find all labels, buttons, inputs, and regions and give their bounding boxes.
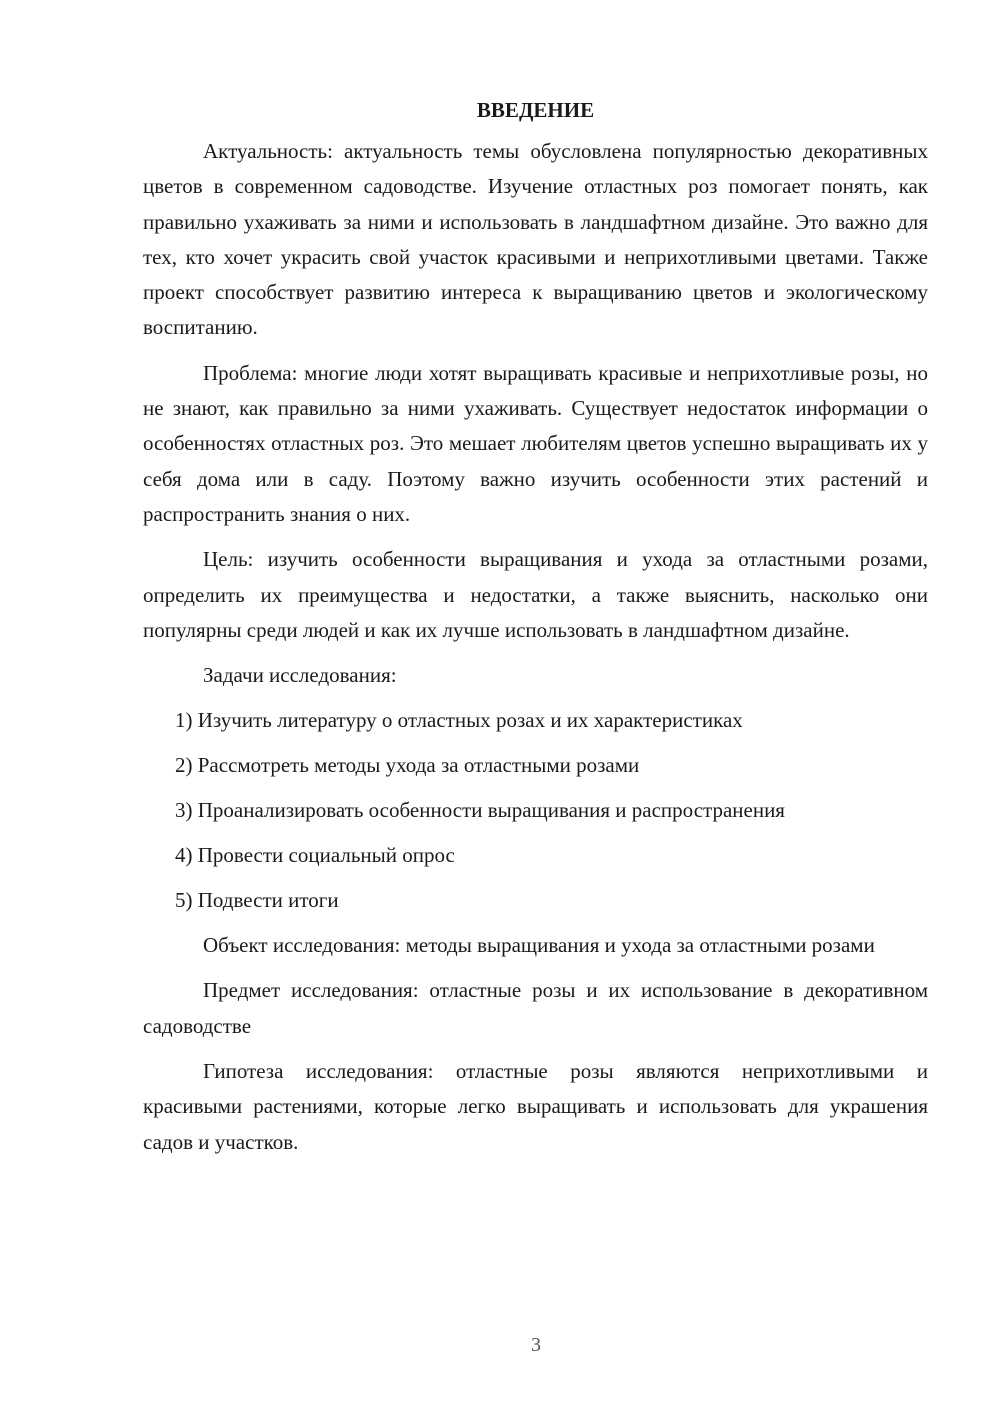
page-number: 3 (531, 1334, 541, 1356)
task-item: 3) Проанализировать особенности выращивания и распространения (175, 798, 785, 823)
subject-paragraph: Предмет исследования: отластные розы и их использование в декоративном садоводстве (143, 978, 928, 1038)
tasks-heading: Задачи исследования: (203, 663, 397, 688)
goal-paragraph: Цель: изучить особенности выращивания и ухода за отластными розами, определить их преимущества и недостатки, а также выяснить, насколько они популярны среди людей и как их лучше использовать в ландшафтном дизайне. (143, 547, 928, 642)
page-title: ВВЕДЕНИЕ (476, 98, 595, 122)
hypothesis-paragraph: Гипотеза исследования: отластные розы являются неприхотливыми и красивыми растениями, которые легко выращивать и использовать для украшения садов и участков. (143, 1059, 928, 1154)
task-item: 4) Провести социальный опрос (175, 843, 455, 868)
task-item: 5) Подвести итоги (175, 888, 339, 913)
task-item: 2) Рассмотреть методы ухода за отластными розами (175, 753, 640, 778)
relevance-paragraph: Актуальность: актуальность темы обусловлена популярностью декоративных цветов в современном садоводстве. Изучение отластных роз помогает понять, как правильно ухаживать за ними и использовать в ландшафтном дизайне. Это важно для тех, кто хочет украсить свой участок красивыми и неприхотливыми цветами. Также проект способствует развитию интереса к выращиванию цветов и экологическому воспитанию. (143, 139, 928, 340)
document-page (143, 93, 928, 1170)
problem-paragraph: Проблема: многие люди хотят выращивать красивые и неприхотливые розы, но не знают, как правильно за ними ухаживать. Существует недостаток информации о особенностях отластных роз. Это мешает любителям цветов успешно выращивать их у себя дома или в саду. Поэтому важно изучить особенности этих растений и распространить знания о них. (143, 360, 928, 526)
task-item: 1) Изучить литературу о отластных розах и их характеристиках (175, 708, 743, 733)
object-paragraph: Объект исследования: методы выращивания и ухода за отластными розами (203, 933, 875, 958)
